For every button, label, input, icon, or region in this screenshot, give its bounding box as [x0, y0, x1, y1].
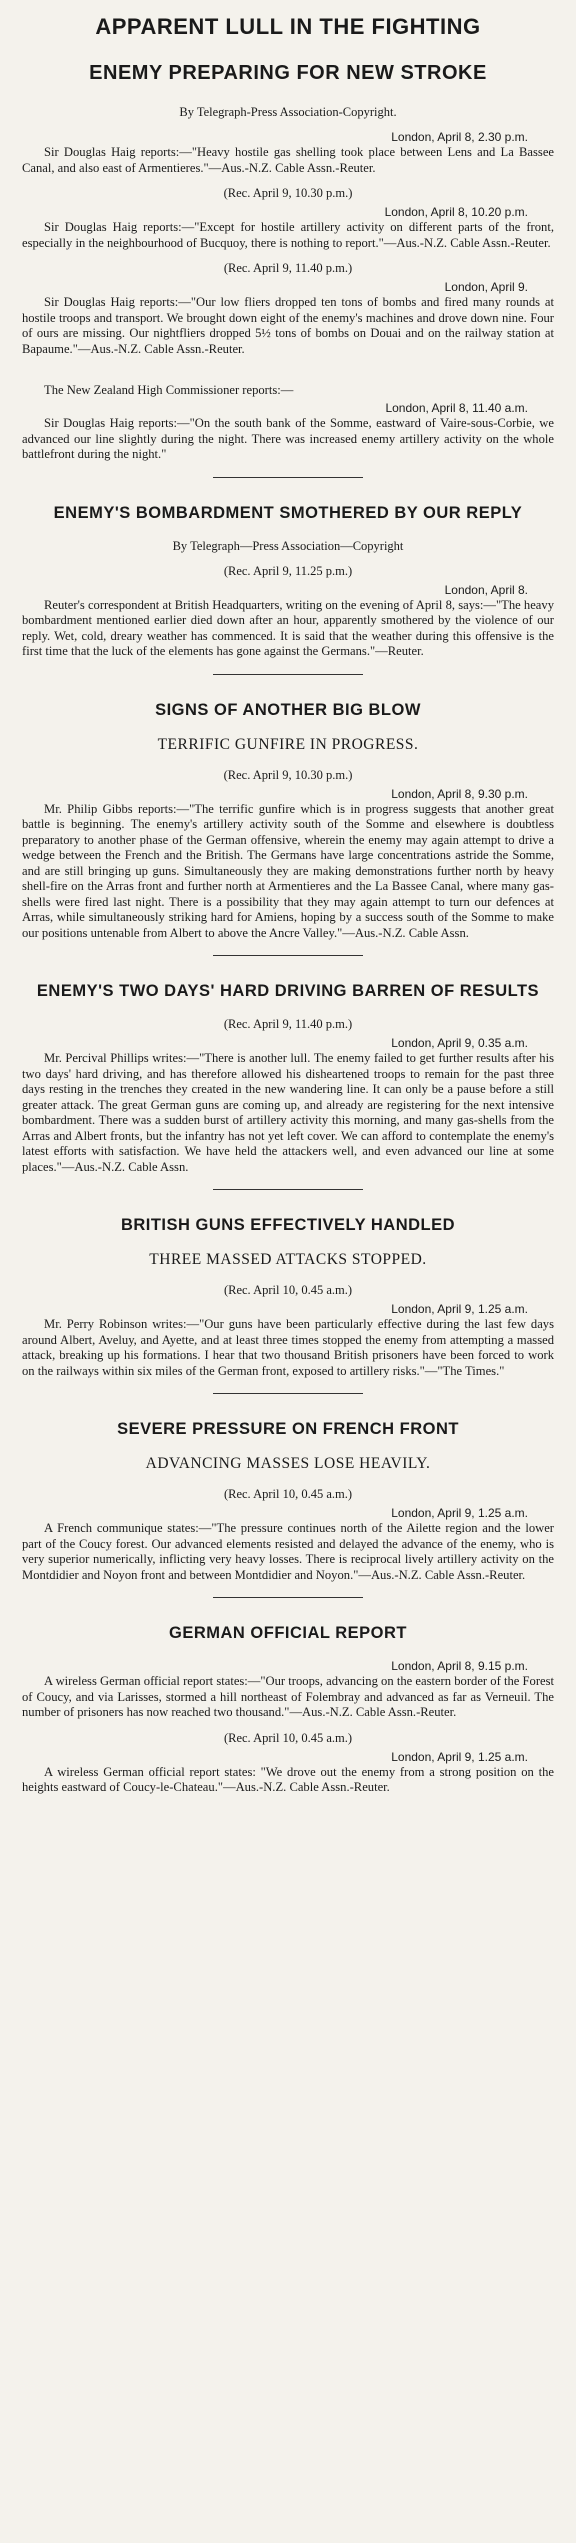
byline: By Telegraph-Press Association-Copyright. [179, 105, 397, 119]
article-paragraph: Mr. Philip Gibbs reports:—"The terrific gunfire which is in progress suggests that another great battle is beginning. The enemy's artillery activity south of the Somme and elsewhere is doubtless preparatory to another phase of the German offensive, wherein the enemy may again attempt to drive a wedge between the French and the British. The Germans have large concentrations astride the Somme, and are still bringing up guns. Simultaneously they are making demonstrations further north by heavy shell-fire on the Arras front and further north at Armentieres and the La Bassee Canal, where many gas-shells were fired last night. There is a possibility that they may again attempt to turn our defences at Arras, while simultaneously striking hard for Amiens, hoping by a success south of the Somme to make our positions untenable from Albert to above the Ancre Valley."—Aus.-N.Z. Cable Assn. [22, 801, 554, 940]
article-paragraph: Sir Douglas Haig reports:—"Except for hostile artillery activity on different parts of the front, especially in the neighbourhood of Bucquoy, there is nothing to report."—Aus.-N.Z. Cable Assn.-Reuter. [22, 220, 554, 250]
article-paragraph: Mr. Perry Robinson writes:—"Our guns have been particularly effective during the last few days around Albert, Aveluy, and Ayette, and at least three times stopped the enemy from attempting a massed attack, breaking up his formations. I hear that two thousand British prisoners have been forced to work on the railways within six miles of the German front, exposed to artillery risks."—"The Times." [22, 1317, 554, 1378]
dateline: London, April 9, 1.25 a.m. [391, 1302, 528, 1316]
dateline: London, April 9, 1.25 a.m. [391, 1749, 528, 1764]
dateline: London, April 8, 9.30 p.m. [391, 786, 528, 801]
dateline: London, April 8. [444, 582, 528, 597]
received-line: (Rec. April 9, 11.40 p.m.) [223, 1017, 353, 1031]
article-paragraph: Sir Douglas Haig reports:—"On the south bank of the Somme, eastward of Vaire-sous-Corbie, we advanced our line slightly during the night. There was increased enemy artillery activity on the whole battlefront during the night." [22, 416, 554, 461]
section-subtitle: ADVANCING MASSES LOSE HEAVILY. [145, 1455, 431, 1472]
headline: APPARENT LULL IN THE FIGHTING [95, 14, 481, 39]
article-paragraph: Mr. Percival Phillips writes:—"There is another lull. The enemy failed to get further results after his two days' hard driving, and has therefore allowed his disheartened troops to remain for the past three days resting in the trenches they created in the new wandering line. It can only be a pause before a still greater attack. The great German guns are coming up, and already are registering for the next intensive bombardment. There was a sudden burst of artillery activity this morning, and many gas-shells from the Arras and Albert fronts, but the infantry has not yet left cover. We can afford to contemplate the enemy's latest efforts with satisfaction. We have held the attackers well, and even advanced our line at some places."—Aus.-N.Z. Cable Assn. [22, 1051, 554, 1174]
article-paragraph: A French communique states:—"The pressure continues north of the Ailette region and the lower part of the Coucy forest. Our advanced elements resisted and delayed the advance of the enemy, who is very superior numerically, inflicting very heavy losses. There is reciprocal lively artillery activity on the Montdidier and Noyon front and between Montdidier and Noyon."—Aus.-N.Z. Cable Assn.-Reuter. [22, 1521, 554, 1582]
dateline: London, April 9. [444, 280, 528, 294]
dateline: London, April 8, 10.20 p.m. [384, 205, 528, 219]
article-paragraph: Reuter's correspondent at British Headquarters, writing on the evening of April 8, says:—"The heavy bombardment mentioned earlier died down after an hour, apparently smothered by the violence of our reply. Wet, cold, dreary weather has commenced. It is said that the weather during this offensive is the first time that the luck of the elements has gone against the Germans."—Reuter. [22, 597, 554, 658]
section-divider [213, 955, 363, 956]
article-paragraph: Sir Douglas Haig reports:—"Heavy hostile gas shelling took place between Lens and La Bassee Canal, and also east of Armentieres."—Aus.-N.Z. Cable Assn.-Reuter. [22, 145, 554, 175]
dateline: London, April 9, 1.25 a.m. [391, 1506, 528, 1520]
article-paragraph: A wireless German official report states:—"Our troops, advancing on the eastern border of the Forest of Coucy, and via Larisses, stormed a hill northeast of Folembray and advanced as far as Verneuil. The number of prisoners has now reached two thousand."—Aus.-N.Z. Cable Assn.-Reuter. [22, 1674, 554, 1719]
article-paragraph: A wireless German official report states: "We drove out the enemy from a strong position on the heights eastward of Coucy-le-Chateau."—Aus.-N.Z. Cable Assn.-Reuter. [22, 1764, 554, 1794]
section-title: BRITISH GUNS EFFECTIVELY HANDLED [120, 1216, 456, 1234]
section-divider [213, 1393, 363, 1394]
dateline: London, April 8, 11.40 a.m. [385, 401, 528, 415]
section-title: ENEMY'S BOMBARDMENT SMOTHERED BY OUR REPLY [53, 503, 523, 522]
article-paragraph: Sir Douglas Haig reports:—"Our low fliers dropped ten tons of bombs and fired many rounds at hostile troops and transport. We brought down eight of the enemy's machines and drove down nine. Four of ours are missing. Our nightfliers dropped 5½ tons of bombs on Douai and on the railway station at Bapaume."—Aus.-N.Z. Cable Assn.-Reuter. [22, 295, 554, 356]
dateline: London, April 8, 2.30 p.m. [391, 130, 528, 144]
section-title: GERMAN OFFICIAL REPORT [168, 1624, 408, 1642]
section-title: ENEMY'S TWO DAYS' HARD DRIVING BARREN OF RESULTS [36, 982, 540, 1000]
section-divider [213, 1189, 363, 1190]
received-line: (Rec. April 10, 0.45 a.m.) [223, 1283, 353, 1297]
received-line: (Rec. April 10, 0.45 a.m.) [223, 1730, 353, 1745]
received-line: (Rec. April 9, 10.30 p.m.) [223, 767, 353, 782]
section-divider [213, 674, 363, 675]
section-title: SEVERE PRESSURE ON FRENCH FRONT [117, 1420, 459, 1438]
section-divider [213, 477, 363, 478]
subheadline: ENEMY PREPARING FOR NEW STROKE [89, 62, 487, 84]
section-subtitle: TERRIFIC GUNFIRE IN PROGRESS. [157, 735, 419, 753]
section-divider [213, 1597, 363, 1598]
received-line: (Rec. April 9, 10.30 p.m.) [223, 186, 353, 200]
byline: By Telegraph—Press Association—Copyright [172, 538, 404, 553]
dateline: London, April 8, 9.15 p.m. [391, 1659, 528, 1673]
dateline: London, April 9, 0.35 a.m. [391, 1036, 528, 1050]
received-line: (Rec. April 10, 0.45 a.m.) [223, 1487, 353, 1501]
high-commissioner-intro: The New Zealand High Commissioner reports:— [44, 383, 294, 397]
received-line: (Rec. April 9, 11.40 p.m.) [223, 261, 353, 275]
section-title: SIGNS OF ANOTHER BIG BLOW [155, 700, 421, 719]
section-subtitle: THREE MASSED ATTACKS STOPPED. [149, 1251, 427, 1268]
received-line: (Rec. April 9, 11.25 p.m.) [223, 563, 353, 578]
